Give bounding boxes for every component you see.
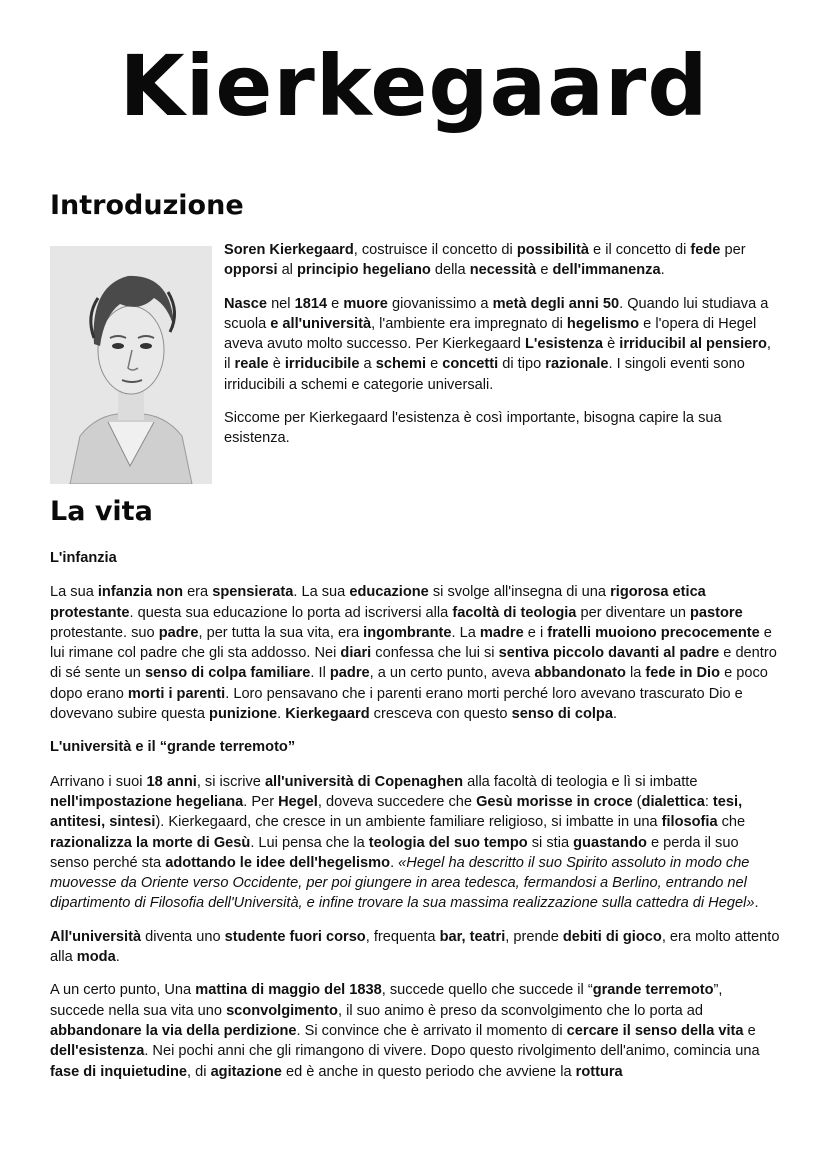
text-segment: per diventare un — [576, 604, 690, 621]
bold-text-segment: diari — [340, 645, 372, 662]
bold-text-segment: mattina di maggio del 1838 — [195, 982, 382, 999]
vita-section — [50, 548, 780, 1095]
bold-text-segment: madre — [479, 624, 524, 641]
text-segment: . questa sua educazione lo porta ad iscriversi alla — [129, 604, 453, 621]
bold-text-segment: razionale — [545, 356, 609, 373]
bold-text-segment: studente fuori corso — [224, 928, 366, 945]
text-segment: , frequenta — [365, 928, 440, 945]
bold-text-segment: rottura — [575, 1063, 623, 1080]
bold-text-segment: pastore — [690, 604, 743, 621]
text-segment: nel — [267, 295, 295, 312]
subheading-universita: L'università e il “grande terremoto” — [50, 739, 296, 756]
text-segment: . I singoli eventi sono irriducibili a schemi e categorie universali. — [224, 356, 745, 393]
bold-text-segment: facoltà di teologia — [452, 604, 577, 621]
text-segment: . Lui pensa che la — [250, 834, 369, 851]
universita-paragraph — [50, 772, 780, 914]
text-segment: è — [603, 336, 620, 353]
bold-text-segment: tesi, antitesi, sintesi — [50, 793, 743, 831]
bold-text-segment: all'università di Copenaghen — [264, 773, 464, 790]
text-segment: è — [268, 356, 285, 373]
universita-paragraph — [50, 980, 780, 1081]
bold-text-segment: muore — [343, 295, 388, 312]
text-segment: Arrivano i suoi — [50, 773, 147, 790]
bold-text-segment: Gesù morisse in croce — [476, 793, 633, 810]
text-segment: , il suo animo è preso da sconvolgimento che lo porta ad — [337, 1002, 704, 1019]
text-segment: la — [625, 665, 646, 682]
bold-text-segment: irriducibile — [284, 356, 360, 373]
text-segment: giovanissimo a — [387, 295, 493, 312]
bold-text-segment: morti i parenti — [127, 685, 226, 702]
text-segment: . Si convince che è arrivato il momento di — [296, 1022, 567, 1039]
bold-text-segment: razionalizza la morte di Gesù — [50, 834, 251, 851]
bold-text-segment: fede — [690, 242, 721, 258]
text-segment: che — [717, 814, 746, 831]
text-segment: era — [183, 584, 213, 601]
intro-text — [224, 240, 780, 462]
bold-text-segment: 18 anni — [146, 773, 197, 790]
bold-text-segment: cercare il senso della vita — [566, 1022, 744, 1039]
text-segment: e — [426, 356, 443, 373]
text-segment: , per tutta la sua vita, era — [198, 624, 364, 641]
bold-text-segment: sentiva piccolo davanti al padre — [498, 645, 720, 662]
text-segment: per — [720, 242, 746, 258]
text-segment: Siccome per Kierkegaard l'esistenza è così importante, bisogna capire la sua esistenza. — [224, 410, 722, 447]
bold-text-segment: senso di colpa — [511, 706, 613, 723]
text-segment: ”, succede nella sua vita uno — [50, 982, 723, 1019]
text-segment: . Quando lui studiava a scuola — [224, 295, 769, 332]
bold-text-segment: fede in Dio — [645, 665, 721, 682]
bold-text-segment: metà degli anni 50 — [492, 295, 620, 312]
text-segment: , il — [224, 336, 771, 373]
text-segment: , a un certo punto, aveva — [369, 665, 535, 682]
bold-text-segment: irriducibil al pensiero — [619, 336, 767, 353]
text-segment: e poco dopo erano — [50, 665, 768, 702]
text-segment: e perda il suo senso perché sta — [50, 834, 739, 871]
bold-text-segment: infanzia non — [97, 584, 184, 601]
text-segment: e il concetto di — [589, 242, 691, 258]
bold-text-segment: fase di inquietudine — [50, 1063, 188, 1080]
text-segment: . — [390, 854, 399, 871]
text-segment: . La — [451, 624, 480, 641]
page-title: Kierkegaard — [119, 37, 709, 135]
text-segment: ( — [632, 793, 642, 810]
text-segment: cresceva con questo — [369, 706, 512, 723]
text-segment: e i — [523, 624, 548, 641]
bold-text-segment: Nasce — [224, 295, 268, 312]
text-segment: . — [277, 706, 286, 723]
bold-text-segment: agitazione — [210, 1063, 282, 1080]
bold-text-segment: spensierata — [212, 584, 294, 601]
text-segment: «Hegel ha descritto il suo Spirito assoluto in modo che muovesse da Oriente verso Occidente, per poi giungere in area tedesca, fermandosi a Berlino, entrando nel dipartimento di Filosofia dell'Università, e infine trovare la sua massima realizzazione sulla cattedra di Hegel» — [50, 854, 755, 912]
text-segment: . Per — [243, 793, 279, 810]
heading-la-vita: La vita — [50, 496, 153, 527]
text-segment: , prende — [505, 928, 563, 945]
text-segment: : — [704, 793, 713, 810]
text-segment: e dentro di sé sente un — [50, 645, 777, 682]
bold-text-segment: padre — [158, 624, 199, 641]
bold-text-segment: necessità — [469, 262, 537, 279]
bold-text-segment: ingombrante — [363, 624, 452, 641]
bold-text-segment: e all'università — [270, 315, 372, 332]
bold-text-segment: reale — [234, 356, 269, 373]
subheading-infanzia: L'infanzia — [50, 550, 117, 566]
bold-text-segment: bar, teatri — [439, 928, 506, 945]
text-segment: . — [660, 262, 665, 279]
intro-paragraph — [224, 240, 780, 281]
text-segment: si stia — [527, 834, 574, 851]
text-segment: si svolge all'insegna di una — [428, 584, 611, 601]
universita-paragraph — [50, 927, 780, 968]
bold-text-segment: educazione — [349, 584, 429, 601]
bold-text-segment: filosofia — [661, 814, 718, 831]
bold-text-segment: grande terremoto — [592, 982, 714, 999]
bold-text-segment: punizione — [209, 706, 278, 723]
text-segment: A un certo punto, Una — [50, 982, 196, 999]
bold-text-segment: abbandonato — [534, 665, 626, 682]
bold-text-segment: Hegel — [278, 793, 318, 810]
bold-text-segment: L'esistenza — [524, 336, 604, 353]
bold-text-segment: adottando le idee dell'hegelismo — [165, 854, 391, 871]
bold-text-segment: moda — [76, 949, 116, 966]
bold-text-segment: fratelli muoiono precocemente — [547, 624, 760, 641]
text-segment: . Loro pensavano che i parenti erano morti perché loro avevano trascurato Dio e dovevano subire questa — [50, 685, 743, 723]
bold-text-segment: possibilità — [516, 242, 589, 258]
text-segment: protestante. suo — [50, 624, 159, 641]
text-segment: a — [359, 356, 376, 373]
text-segment: e lui rimane col padre che gli sta addosso. Nei — [50, 624, 772, 662]
bold-text-segment: dialettica — [641, 793, 705, 810]
portrait-image — [50, 246, 212, 484]
text-segment: e l'opera di Hegel aveva avuto molto successo. Per Kierkegaard — [224, 315, 757, 353]
bold-text-segment: Kierkegaard — [285, 706, 370, 723]
intro-paragraph — [224, 408, 780, 449]
text-segment: confessa che lui si — [371, 645, 499, 662]
text-segment: , si iscrive — [196, 773, 265, 790]
infanzia-paragraph — [50, 582, 780, 724]
text-segment: della — [430, 262, 470, 279]
text-segment: alla facoltà di teologia e lì si imbatte — [463, 773, 698, 790]
heading-introduzione: Introduzione — [50, 190, 244, 221]
text-segment: e — [743, 1022, 756, 1039]
bold-text-segment: opporsi — [224, 262, 278, 279]
bold-text-segment: schemi — [375, 356, 427, 373]
bold-text-segment: hegelismo — [566, 315, 640, 332]
bold-text-segment: concetti — [442, 356, 499, 373]
text-segment: . — [612, 706, 618, 723]
intro-paragraph — [224, 294, 780, 395]
bold-text-segment: teologia del suo tempo — [368, 834, 528, 851]
bold-text-segment: rigorosa etica protestante — [50, 584, 706, 621]
text-segment: ). Kierkegaard, che cresce in un ambiente familiare religioso, si imbatte in una — [155, 814, 662, 831]
text-segment: , succede quello che succede il “ — [381, 982, 593, 999]
bold-text-segment: dell'immanenza — [552, 262, 661, 279]
text-segment: e — [327, 295, 344, 312]
text-segment: , di — [187, 1063, 211, 1080]
text-segment: . Nei pochi anni che gli rimangono di vivere. Dopo questo rivolgimento dell'animo, comincia una — [144, 1043, 760, 1060]
bold-text-segment: guastando — [573, 834, 647, 851]
bold-text-segment: senso di colpa familiare — [144, 665, 311, 682]
text-segment: La sua — [50, 584, 98, 601]
bold-text-segment: abbandonare la via della perdizione — [50, 1022, 297, 1039]
text-segment: ed è anche in questo periodo che avviene la — [281, 1063, 576, 1080]
text-segment: . — [754, 895, 759, 912]
bold-text-segment: 1814 — [294, 295, 328, 312]
text-segment: . Il — [310, 665, 330, 682]
bold-text-segment: nell'impostazione hegeliana — [50, 793, 244, 810]
bold-text-segment: Soren Kierkegaard — [224, 242, 354, 258]
bold-text-segment: debiti di gioco — [562, 928, 662, 945]
text-segment: . La sua — [293, 584, 350, 601]
kierkegaard-portrait-drawing — [50, 246, 212, 484]
text-segment: diventa uno — [141, 928, 225, 945]
text-segment: , era molto attento alla — [50, 928, 780, 966]
bold-text-segment: dell'esistenza — [50, 1043, 145, 1060]
bold-text-segment: principio hegeliano — [296, 262, 431, 279]
text-segment: , doveva succedere che — [317, 793, 477, 810]
text-segment: . — [115, 949, 120, 966]
text-segment: al — [277, 262, 297, 279]
bold-text-segment: All'università — [50, 928, 142, 945]
text-segment: , l'ambiente era impregnato di — [371, 315, 567, 332]
text-segment: e — [536, 262, 553, 279]
bold-text-segment: sconvolgimento — [226, 1002, 338, 1019]
text-segment: di tipo — [498, 356, 546, 373]
text-segment: , costruisce il concetto di — [353, 242, 517, 258]
bold-text-segment: padre — [329, 665, 370, 682]
